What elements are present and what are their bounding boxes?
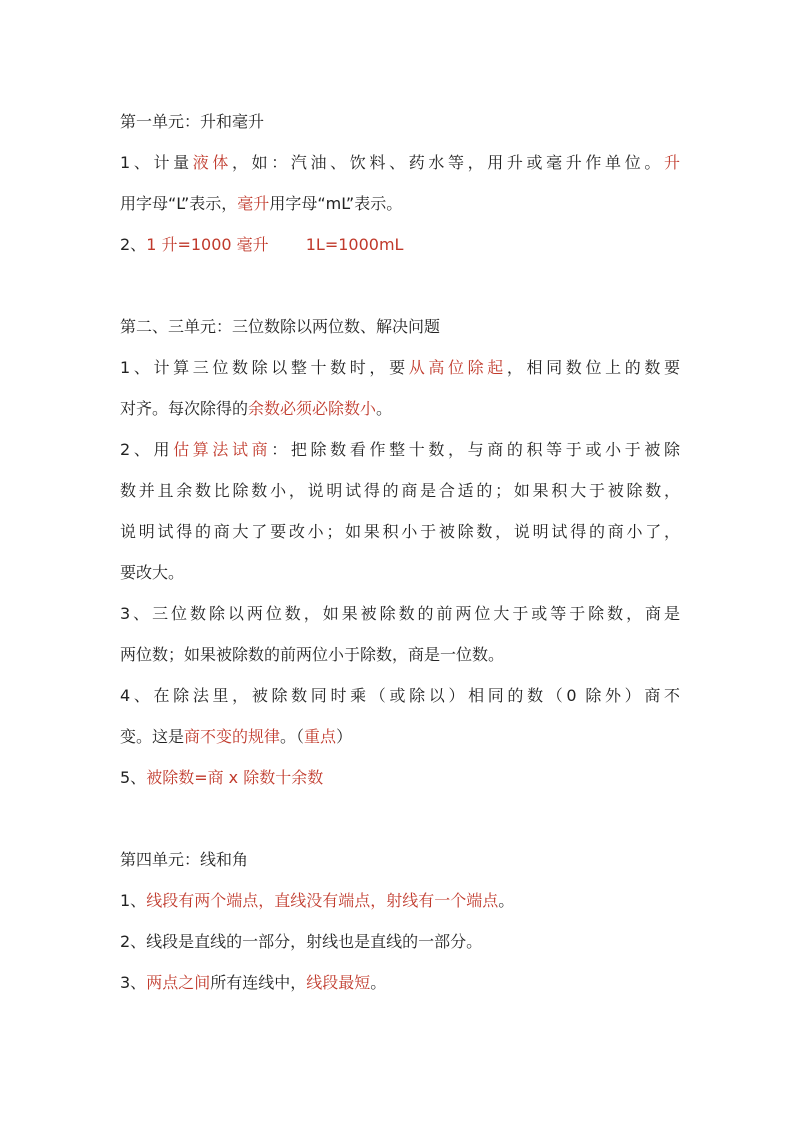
highlighted-text: 估算法试商 [173, 440, 272, 459]
text-segment: 说明试得的商大了要改小；如果积小于被除数，说明试得的商小了， [120, 522, 680, 541]
text-segment: 所有连线中， [210, 973, 307, 992]
text-line [120, 511, 680, 552]
highlighted-text: 液体 [192, 153, 232, 172]
text-segment: ：把除数看作整十数，与商的积等于或小于被除 [271, 440, 680, 459]
text-line [120, 921, 680, 962]
text-line [120, 224, 680, 265]
text-segment: 变。这是 [120, 727, 185, 746]
highlighted-text: 线段有两个端点，直线没有端点，射线有一个端点 [146, 891, 499, 910]
highlighted-text: 线段最短 [306, 973, 371, 992]
highlighted-text: 余数必须必除数小 [248, 399, 377, 418]
highlighted-text: 毫升 [237, 194, 270, 213]
text-segment: 。 [370, 973, 387, 992]
text-segment: 用字母“L”表示， [120, 194, 238, 213]
text-line [120, 880, 680, 921]
text-line [120, 634, 680, 675]
text-segment: 1、 [120, 891, 147, 910]
text-segment: 。 [498, 891, 515, 910]
section-2 [120, 306, 680, 798]
text-segment: 3、三位数除以两位数，如果被除数的前两位大于或等于除数，商是 [120, 604, 680, 623]
text-line [120, 347, 680, 388]
text-line [120, 552, 680, 593]
section-1 [120, 101, 680, 265]
text-line [120, 429, 680, 470]
text-segment: 。（ [280, 727, 305, 746]
text-segment: 2、 [120, 235, 147, 254]
text-segment: 4、在除法里，被除数同时乘（或除以）相同的数（0 除外）商不 [120, 686, 680, 705]
text-segment: 数并且余数比除数小，说明试得的商是合适的；如果积大于被除数， [120, 481, 680, 500]
highlighted-text: 商不变的规律 [184, 727, 281, 746]
text-segment: 对齐。每次除得的 [120, 399, 249, 418]
section-3 [120, 839, 680, 1003]
text-line [120, 716, 680, 757]
text-segment: 用字母“mL”表示。 [269, 194, 403, 213]
highlighted-text: 1 升=1000 毫升 1L=1000mL [146, 235, 404, 254]
text-line [120, 142, 680, 183]
section-heading: 第一单元：升和毫升 [120, 112, 265, 131]
highlighted-text: 两点之间 [146, 973, 211, 992]
text-segment: 两位数；如果被除数的前两位小于除数，商是一位数。 [120, 645, 505, 664]
text-line [120, 470, 680, 511]
section-heading: 第二、三单元：三位数除以两位数、解决问题 [120, 317, 441, 336]
text-segment: ，相同数位上的数要 [506, 358, 680, 377]
text-segment: 2、用 [120, 440, 174, 459]
text-line [120, 675, 680, 716]
text-segment: 1、计算三位数除以整十数时，要 [120, 358, 409, 377]
document-body [120, 101, 680, 1003]
text-segment: 2、线段是直线的一部分，射线也是直线的一部分。 [120, 932, 483, 951]
text-line [120, 962, 680, 1003]
text-segment: ，如：汽油、饮料、药水等，用升或毫升作单位。 [232, 153, 664, 172]
highlighted-text: 被除数=商 x 除数十余数 [146, 768, 324, 787]
text-segment: ） [336, 727, 353, 746]
highlighted-text: 升 [663, 153, 680, 172]
section-heading: 第四单元：线和角 [120, 850, 249, 869]
text-line [120, 388, 680, 429]
highlighted-text: 重点 [304, 727, 337, 746]
text-segment: 5、 [120, 768, 147, 787]
highlighted-text: 从高位除起 [408, 358, 507, 377]
text-segment: 。 [376, 399, 393, 418]
text-segment: 3、 [120, 973, 147, 992]
text-segment: 要改大。 [120, 563, 185, 582]
text-line [120, 183, 680, 224]
text-line [120, 593, 680, 634]
text-segment: 1、计量 [120, 153, 193, 172]
text-line [120, 757, 680, 798]
